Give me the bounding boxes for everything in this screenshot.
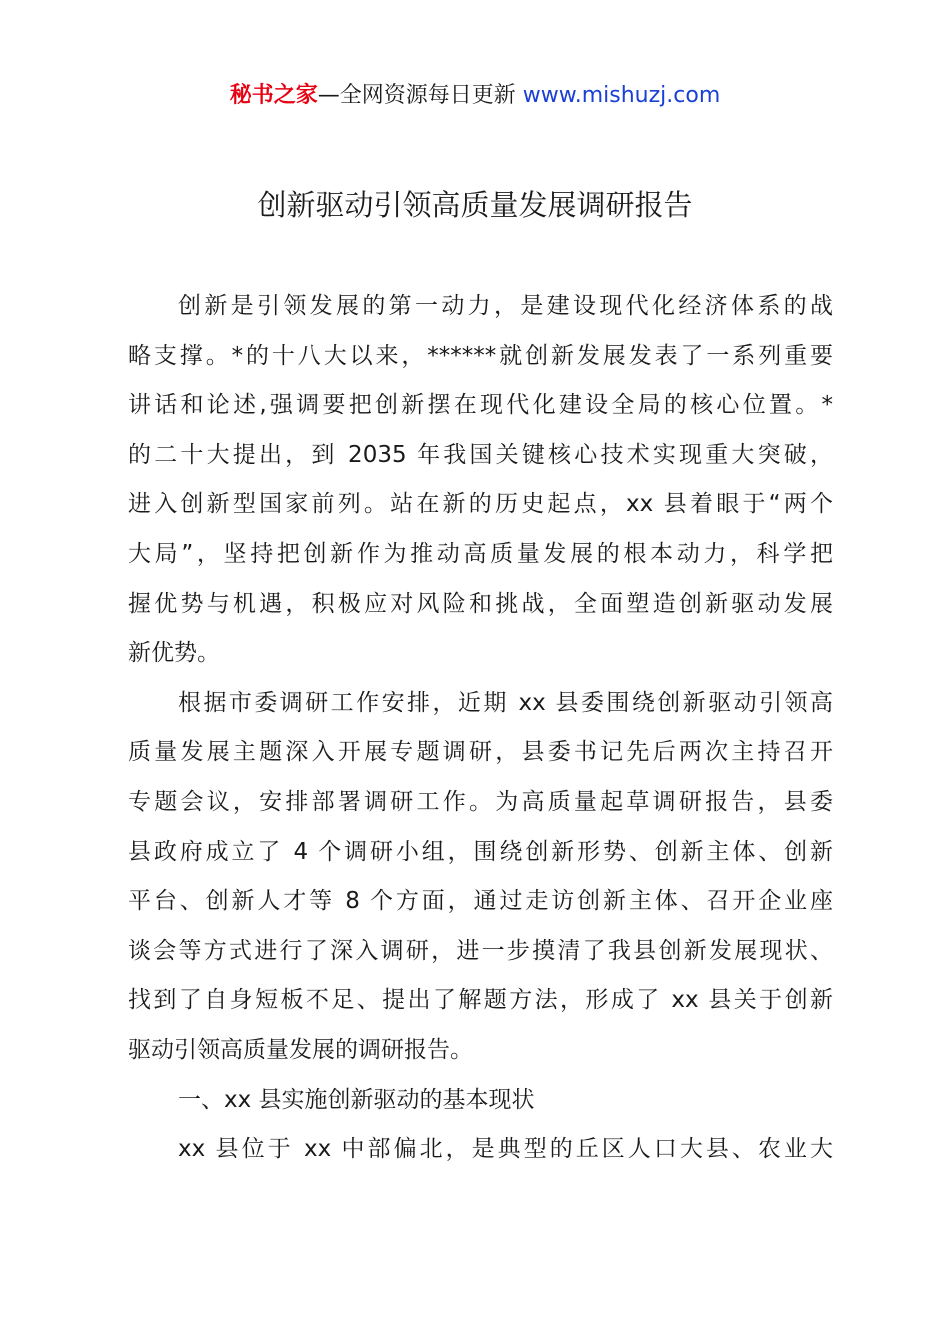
paragraph-2-line: 谈会等方式进行了深入调研，进一步摸清了我县创新发展现状、	[128, 937, 833, 964]
paragraph-1-line: 创新是引领发展的第一动力，是建设现代化经济体系的战	[178, 293, 833, 319]
site-header	[0, 80, 950, 112]
site-slogan: —全网资源每日更新	[317, 83, 516, 108]
site-url-link[interactable]: www.mishuzj.com	[522, 83, 721, 108]
site-brand: 秘书之家	[229, 83, 318, 108]
paragraph-2-line: 根据市委调研工作安排，近期 xx 县委围绕创新驱动引领高	[178, 689, 833, 716]
paragraph-2-line: 专题会议，安排部署调研工作。为高质量起草调研报告，县委	[128, 788, 833, 815]
paragraph-2-line: 找到了自身短板不足、提出了解题方法，形成了 xx 县关于创新	[128, 987, 833, 1014]
paragraph-1-line: 略支撑。*的十八大以来，******就创新发展发表了一系列重要	[128, 342, 833, 369]
paragraph-1-line: 大局”，坚持把创新作为推动高质量发展的根本动力，科学把	[128, 540, 833, 567]
section-heading: 一、xx 县实施创新驱动的基本现状	[178, 1086, 535, 1113]
paragraph-2-line: 平台、创新人才等 8 个方面，通过走访创新主体、召开企业座	[128, 888, 833, 915]
paragraph-1-line: 握优势与机遇，积极应对风险和挑战，全面塑造创新驱动发展	[128, 590, 833, 617]
document-title: 创新驱动引领高质量发展调研报告	[257, 188, 693, 222]
paragraph-1-line: 新优势。	[128, 640, 220, 667]
paragraph-1-line: 讲话和论述,强调要把创新摆在现代化建设全局的核心位置。*	[128, 392, 833, 419]
paragraph-2-line: 县政府成立了 4 个调研小组，围绕创新形势、创新主体、创新	[128, 838, 833, 865]
paragraph-1-line: 进入创新型国家前列。站在新的历史起点，xx 县着眼于“两个	[128, 491, 833, 518]
paragraph-3-line: xx 县位于 xx 中部偏北，是典型的丘区人口大县、农业大	[178, 1136, 833, 1163]
paragraph-2-line: 质量发展主题深入开展专题调研，县委书记先后两次主持召开	[128, 739, 833, 766]
paragraph-1-line: 的二十大提出，到 2035 年我国关键核心技术实现重大突破，	[128, 441, 833, 468]
document-body	[128, 282, 833, 1175]
paragraph-2-line: 驱动引领高质量发展的调研报告。	[128, 1036, 473, 1063]
